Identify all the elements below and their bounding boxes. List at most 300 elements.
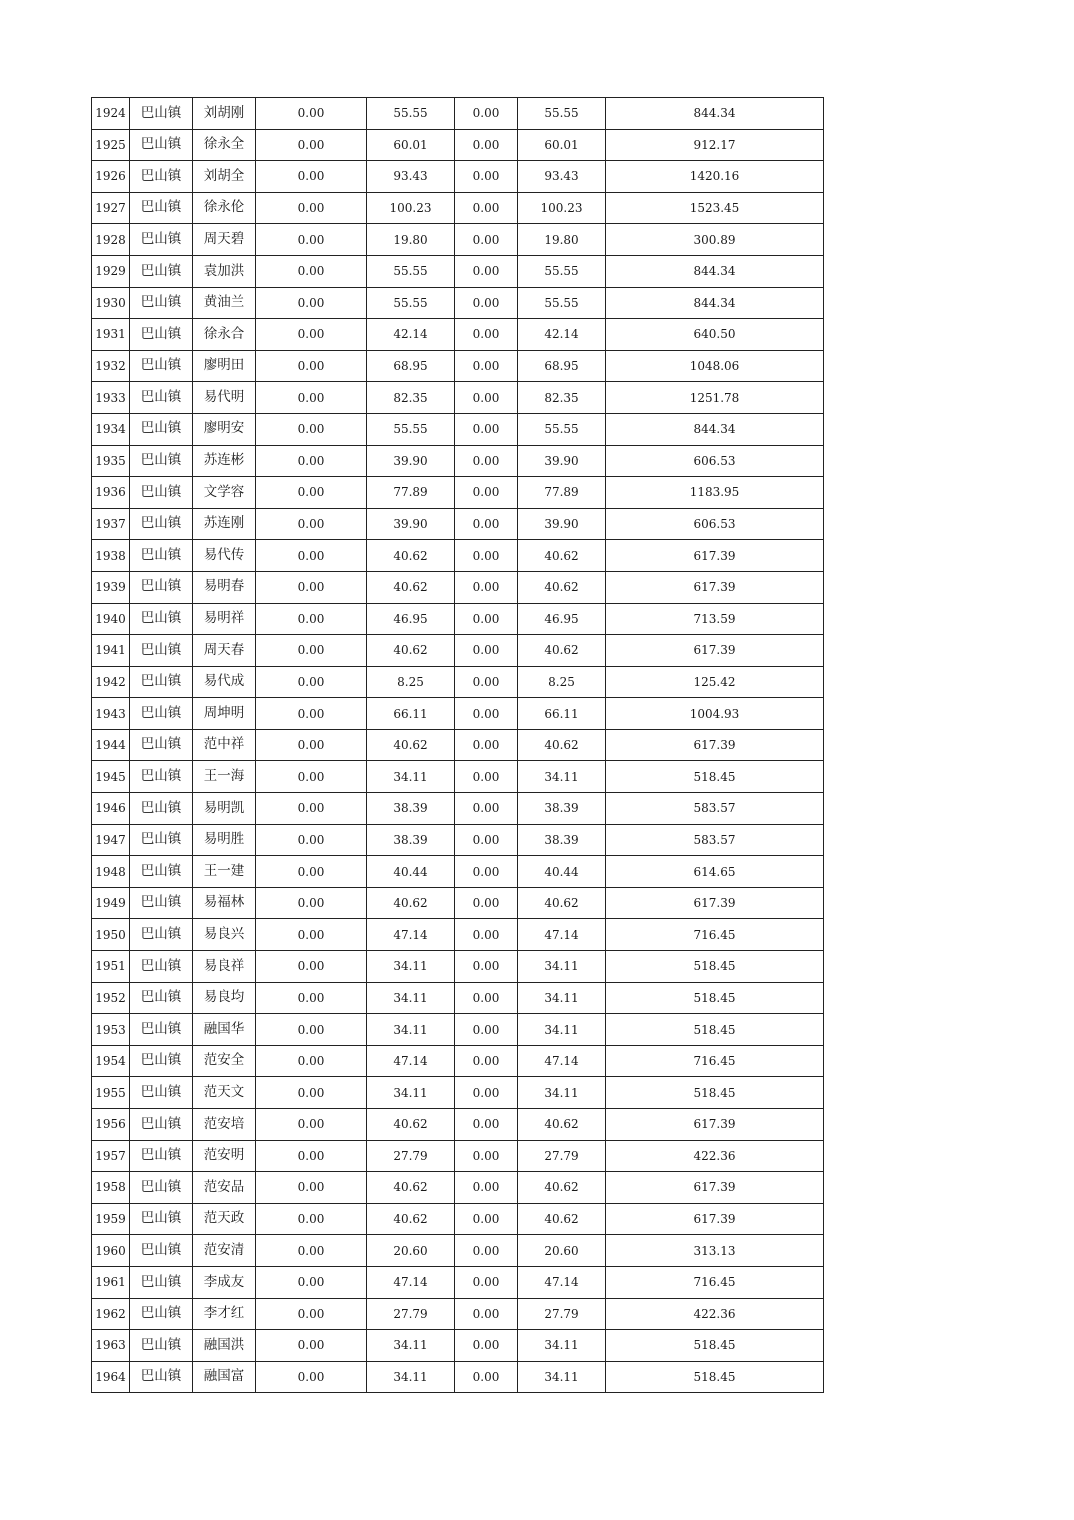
cell-value-b: 40.62 (367, 729, 455, 761)
table-row (92, 571, 824, 603)
cell-row-number: 1956 (92, 1109, 130, 1141)
cell-value-c: 0.00 (455, 413, 518, 445)
cell-town: 巴山镇 (130, 382, 193, 414)
cell-row-number: 1933 (92, 382, 130, 414)
table-row (92, 161, 824, 193)
table-row (92, 382, 824, 414)
cell-name: 范安清 (193, 1235, 256, 1267)
cell-name: 徐永全 (193, 129, 256, 161)
cell-town: 巴山镇 (130, 824, 193, 856)
table-row (92, 1361, 824, 1393)
cell-row-number: 1962 (92, 1298, 130, 1330)
cell-value-d: 55.55 (518, 98, 606, 130)
table-row (92, 1172, 824, 1204)
cell-amount: 716.45 (606, 1266, 824, 1298)
cell-value-a: 0.00 (256, 603, 367, 635)
table-row (92, 603, 824, 635)
cell-value-c: 0.00 (455, 1109, 518, 1141)
cell-value-a: 0.00 (256, 287, 367, 319)
cell-name: 黄油兰 (193, 287, 256, 319)
cell-value-a: 0.00 (256, 1235, 367, 1267)
cell-amount: 1420.16 (606, 161, 824, 193)
table-row (92, 540, 824, 572)
cell-value-b: 100.23 (367, 192, 455, 224)
cell-row-number: 1946 (92, 793, 130, 825)
cell-value-a: 0.00 (256, 982, 367, 1014)
cell-town: 巴山镇 (130, 98, 193, 130)
cell-value-d: 34.11 (518, 761, 606, 793)
cell-row-number: 1943 (92, 698, 130, 730)
cell-value-b: 47.14 (367, 1266, 455, 1298)
cell-value-d: 47.14 (518, 1045, 606, 1077)
cell-amount: 518.45 (606, 1077, 824, 1109)
cell-row-number: 1939 (92, 571, 130, 603)
cell-value-c: 0.00 (455, 1172, 518, 1204)
cell-amount: 617.39 (606, 1203, 824, 1235)
cell-amount: 844.34 (606, 287, 824, 319)
cell-value-a: 0.00 (256, 1203, 367, 1235)
table-row (92, 793, 824, 825)
cell-value-d: 47.14 (518, 1266, 606, 1298)
cell-value-a: 0.00 (256, 635, 367, 667)
cell-value-d: 40.62 (518, 1109, 606, 1141)
table-row (92, 824, 824, 856)
cell-value-c: 0.00 (455, 1266, 518, 1298)
cell-amount: 125.42 (606, 666, 824, 698)
cell-value-a: 0.00 (256, 1172, 367, 1204)
cell-value-d: 40.62 (518, 729, 606, 761)
cell-row-number: 1926 (92, 161, 130, 193)
cell-amount: 583.57 (606, 824, 824, 856)
cell-value-b: 66.11 (367, 698, 455, 730)
cell-name: 王一建 (193, 856, 256, 888)
cell-value-c: 0.00 (455, 445, 518, 477)
cell-value-c: 0.00 (455, 666, 518, 698)
cell-amount: 716.45 (606, 1045, 824, 1077)
cell-value-d: 38.39 (518, 824, 606, 856)
cell-value-a: 0.00 (256, 824, 367, 856)
cell-value-a: 0.00 (256, 255, 367, 287)
table-row (92, 635, 824, 667)
cell-name: 文学容 (193, 477, 256, 509)
cell-value-a: 0.00 (256, 382, 367, 414)
cell-name: 周坤明 (193, 698, 256, 730)
cell-town: 巴山镇 (130, 793, 193, 825)
cell-amount: 617.39 (606, 729, 824, 761)
cell-value-d: 34.11 (518, 1077, 606, 1109)
cell-value-d: 40.62 (518, 635, 606, 667)
cell-row-number: 1927 (92, 192, 130, 224)
cell-value-b: 93.43 (367, 161, 455, 193)
cell-row-number: 1947 (92, 824, 130, 856)
cell-row-number: 1948 (92, 856, 130, 888)
cell-value-b: 34.11 (367, 951, 455, 983)
cell-amount: 518.45 (606, 1361, 824, 1393)
cell-name: 袁加洪 (193, 255, 256, 287)
cell-value-a: 0.00 (256, 1361, 367, 1393)
cell-value-d: 27.79 (518, 1298, 606, 1330)
table-row (92, 508, 824, 540)
cell-value-a: 0.00 (256, 1298, 367, 1330)
cell-value-c: 0.00 (455, 1361, 518, 1393)
cell-row-number: 1932 (92, 350, 130, 382)
cell-amount: 518.45 (606, 1330, 824, 1362)
table-row (92, 729, 824, 761)
cell-name: 范安明 (193, 1140, 256, 1172)
cell-value-a: 0.00 (256, 413, 367, 445)
cell-row-number: 1930 (92, 287, 130, 319)
cell-value-c: 0.00 (455, 603, 518, 635)
cell-value-c: 0.00 (455, 1235, 518, 1267)
cell-value-b: 47.14 (367, 919, 455, 951)
cell-amount: 713.59 (606, 603, 824, 635)
cell-value-b: 34.11 (367, 1361, 455, 1393)
cell-value-d: 93.43 (518, 161, 606, 193)
cell-value-b: 34.11 (367, 1077, 455, 1109)
cell-row-number: 1960 (92, 1235, 130, 1267)
cell-row-number: 1945 (92, 761, 130, 793)
cell-value-a: 0.00 (256, 729, 367, 761)
cell-town: 巴山镇 (130, 287, 193, 319)
cell-town: 巴山镇 (130, 1045, 193, 1077)
cell-value-b: 47.14 (367, 1045, 455, 1077)
cell-row-number: 1949 (92, 887, 130, 919)
cell-value-d: 20.60 (518, 1235, 606, 1267)
cell-amount: 617.39 (606, 635, 824, 667)
cell-town: 巴山镇 (130, 1172, 193, 1204)
cell-amount: 617.39 (606, 1172, 824, 1204)
cell-town: 巴山镇 (130, 161, 193, 193)
cell-name: 范安培 (193, 1109, 256, 1141)
cell-amount: 422.36 (606, 1298, 824, 1330)
cell-name: 易明春 (193, 571, 256, 603)
cell-value-b: 34.11 (367, 982, 455, 1014)
cell-value-a: 0.00 (256, 540, 367, 572)
cell-amount: 1251.78 (606, 382, 824, 414)
cell-town: 巴山镇 (130, 1298, 193, 1330)
cell-row-number: 1934 (92, 413, 130, 445)
cell-town: 巴山镇 (130, 255, 193, 287)
cell-value-b: 39.90 (367, 508, 455, 540)
cell-value-a: 0.00 (256, 571, 367, 603)
cell-value-c: 0.00 (455, 887, 518, 919)
cell-row-number: 1924 (92, 98, 130, 130)
cell-value-c: 0.00 (455, 382, 518, 414)
cell-value-c: 0.00 (455, 1140, 518, 1172)
cell-town: 巴山镇 (130, 919, 193, 951)
cell-name: 王一海 (193, 761, 256, 793)
cell-name: 易良兴 (193, 919, 256, 951)
cell-town: 巴山镇 (130, 129, 193, 161)
cell-value-b: 77.89 (367, 477, 455, 509)
cell-row-number: 1925 (92, 129, 130, 161)
cell-value-a: 0.00 (256, 224, 367, 256)
cell-row-number: 1940 (92, 603, 130, 635)
cell-value-b: 55.55 (367, 287, 455, 319)
cell-value-b: 42.14 (367, 319, 455, 351)
table-row (92, 856, 824, 888)
cell-value-c: 0.00 (455, 1298, 518, 1330)
cell-row-number: 1928 (92, 224, 130, 256)
cell-town: 巴山镇 (130, 413, 193, 445)
cell-town: 巴山镇 (130, 1361, 193, 1393)
cell-value-b: 38.39 (367, 793, 455, 825)
cell-value-b: 82.35 (367, 382, 455, 414)
cell-amount: 518.45 (606, 761, 824, 793)
cell-value-c: 0.00 (455, 161, 518, 193)
cell-value-a: 0.00 (256, 161, 367, 193)
cell-value-d: 100.23 (518, 192, 606, 224)
cell-name: 周天春 (193, 635, 256, 667)
cell-town: 巴山镇 (130, 982, 193, 1014)
cell-row-number: 1954 (92, 1045, 130, 1077)
cell-value-c: 0.00 (455, 919, 518, 951)
table-row (92, 1235, 824, 1267)
cell-name: 李成友 (193, 1266, 256, 1298)
cell-name: 易代成 (193, 666, 256, 698)
table-row (92, 951, 824, 983)
cell-amount: 844.34 (606, 98, 824, 130)
table-row (92, 698, 824, 730)
cell-value-b: 40.62 (367, 571, 455, 603)
cell-name: 廖明田 (193, 350, 256, 382)
cell-amount: 614.65 (606, 856, 824, 888)
cell-name: 苏连刚 (193, 508, 256, 540)
cell-name: 易良祥 (193, 951, 256, 983)
cell-row-number: 1952 (92, 982, 130, 1014)
cell-name: 易福林 (193, 887, 256, 919)
cell-value-c: 0.00 (455, 1203, 518, 1235)
cell-value-c: 0.00 (455, 129, 518, 161)
cell-value-d: 66.11 (518, 698, 606, 730)
cell-town: 巴山镇 (130, 1203, 193, 1235)
cell-value-a: 0.00 (256, 919, 367, 951)
cell-value-c: 0.00 (455, 1045, 518, 1077)
cell-value-d: 40.62 (518, 1172, 606, 1204)
cell-row-number: 1964 (92, 1361, 130, 1393)
cell-name: 徐永合 (193, 319, 256, 351)
cell-value-a: 0.00 (256, 887, 367, 919)
cell-value-a: 0.00 (256, 477, 367, 509)
cell-value-d: 82.35 (518, 382, 606, 414)
cell-value-d: 34.11 (518, 951, 606, 983)
cell-value-a: 0.00 (256, 698, 367, 730)
cell-value-b: 40.44 (367, 856, 455, 888)
cell-row-number: 1929 (92, 255, 130, 287)
cell-amount: 1004.93 (606, 698, 824, 730)
cell-value-d: 42.14 (518, 319, 606, 351)
cell-name: 易明凯 (193, 793, 256, 825)
table-row (92, 982, 824, 1014)
cell-value-c: 0.00 (455, 761, 518, 793)
cell-amount: 1523.45 (606, 192, 824, 224)
cell-value-d: 40.62 (518, 887, 606, 919)
table-row (92, 350, 824, 382)
table-row (92, 477, 824, 509)
cell-row-number: 1958 (92, 1172, 130, 1204)
cell-value-d: 38.39 (518, 793, 606, 825)
table-row (92, 919, 824, 951)
cell-town: 巴山镇 (130, 508, 193, 540)
cell-value-d: 40.62 (518, 540, 606, 572)
cell-row-number: 1941 (92, 635, 130, 667)
cell-value-a: 0.00 (256, 98, 367, 130)
cell-town: 巴山镇 (130, 1330, 193, 1362)
cell-value-b: 55.55 (367, 255, 455, 287)
cell-value-b: 40.62 (367, 887, 455, 919)
cell-name: 范天文 (193, 1077, 256, 1109)
cell-value-c: 0.00 (455, 824, 518, 856)
cell-name: 易明祥 (193, 603, 256, 635)
cell-town: 巴山镇 (130, 635, 193, 667)
cell-amount: 617.39 (606, 887, 824, 919)
cell-value-a: 0.00 (256, 508, 367, 540)
cell-town: 巴山镇 (130, 698, 193, 730)
cell-town: 巴山镇 (130, 350, 193, 382)
cell-value-a: 0.00 (256, 1140, 367, 1172)
cell-value-c: 0.00 (455, 319, 518, 351)
cell-town: 巴山镇 (130, 761, 193, 793)
cell-value-d: 46.95 (518, 603, 606, 635)
cell-row-number: 1938 (92, 540, 130, 572)
cell-value-b: 19.80 (367, 224, 455, 256)
cell-amount: 1048.06 (606, 350, 824, 382)
cell-value-b: 40.62 (367, 635, 455, 667)
cell-town: 巴山镇 (130, 445, 193, 477)
cell-row-number: 1963 (92, 1330, 130, 1362)
table-row (92, 1298, 824, 1330)
cell-value-a: 0.00 (256, 951, 367, 983)
cell-value-d: 19.80 (518, 224, 606, 256)
table-row (92, 255, 824, 287)
cell-value-c: 0.00 (455, 571, 518, 603)
table-row (92, 1077, 824, 1109)
cell-town: 巴山镇 (130, 319, 193, 351)
cell-value-a: 0.00 (256, 129, 367, 161)
table-row (92, 287, 824, 319)
cell-value-a: 0.00 (256, 856, 367, 888)
cell-value-c: 0.00 (455, 982, 518, 1014)
cell-value-b: 27.79 (367, 1140, 455, 1172)
table-row (92, 666, 824, 698)
cell-value-a: 0.00 (256, 1266, 367, 1298)
table-row (92, 1109, 824, 1141)
cell-town: 巴山镇 (130, 1109, 193, 1141)
cell-value-c: 0.00 (455, 856, 518, 888)
cell-value-d: 27.79 (518, 1140, 606, 1172)
cell-name: 融国华 (193, 1014, 256, 1046)
cell-value-c: 0.00 (455, 1014, 518, 1046)
cell-value-c: 0.00 (455, 951, 518, 983)
cell-value-a: 0.00 (256, 319, 367, 351)
cell-value-b: 20.60 (367, 1235, 455, 1267)
cell-town: 巴山镇 (130, 603, 193, 635)
cell-value-b: 40.62 (367, 1109, 455, 1141)
cell-value-b: 34.11 (367, 1014, 455, 1046)
cell-value-c: 0.00 (455, 1077, 518, 1109)
table-row (92, 413, 824, 445)
cell-name: 李才红 (193, 1298, 256, 1330)
table-row (92, 224, 824, 256)
cell-value-c: 0.00 (455, 508, 518, 540)
cell-value-b: 55.55 (367, 413, 455, 445)
cell-value-a: 0.00 (256, 793, 367, 825)
table-row (92, 1203, 824, 1235)
cell-name: 范安品 (193, 1172, 256, 1204)
cell-value-b: 38.39 (367, 824, 455, 856)
table-row (92, 761, 824, 793)
cell-value-d: 55.55 (518, 255, 606, 287)
cell-value-d: 40.44 (518, 856, 606, 888)
cell-value-d: 60.01 (518, 129, 606, 161)
cell-town: 巴山镇 (130, 571, 193, 603)
cell-value-d: 47.14 (518, 919, 606, 951)
cell-value-d: 55.55 (518, 413, 606, 445)
cell-town: 巴山镇 (130, 540, 193, 572)
cell-row-number: 1959 (92, 1203, 130, 1235)
cell-amount: 716.45 (606, 919, 824, 951)
cell-row-number: 1936 (92, 477, 130, 509)
table-row (92, 192, 824, 224)
cell-amount: 844.34 (606, 255, 824, 287)
cell-amount: 912.17 (606, 129, 824, 161)
cell-amount: 617.39 (606, 1109, 824, 1141)
cell-row-number: 1937 (92, 508, 130, 540)
cell-value-a: 0.00 (256, 1045, 367, 1077)
cell-value-d: 34.11 (518, 1330, 606, 1362)
cell-amount: 1183.95 (606, 477, 824, 509)
cell-row-number: 1931 (92, 319, 130, 351)
cell-name: 刘胡刚 (193, 98, 256, 130)
cell-value-c: 0.00 (455, 192, 518, 224)
cell-value-a: 0.00 (256, 666, 367, 698)
cell-row-number: 1953 (92, 1014, 130, 1046)
cell-value-a: 0.00 (256, 1014, 367, 1046)
cell-town: 巴山镇 (130, 1077, 193, 1109)
cell-amount: 518.45 (606, 951, 824, 983)
cell-value-b: 34.11 (367, 1330, 455, 1362)
cell-name: 易代传 (193, 540, 256, 572)
cell-town: 巴山镇 (130, 192, 193, 224)
cell-value-b: 34.11 (367, 761, 455, 793)
cell-amount: 606.53 (606, 445, 824, 477)
cell-amount: 583.57 (606, 793, 824, 825)
cell-value-a: 0.00 (256, 192, 367, 224)
data-table (91, 97, 824, 1393)
cell-value-a: 0.00 (256, 350, 367, 382)
cell-town: 巴山镇 (130, 1266, 193, 1298)
table-row (92, 129, 824, 161)
cell-town: 巴山镇 (130, 477, 193, 509)
cell-value-b: 8.25 (367, 666, 455, 698)
cell-amount: 313.13 (606, 1235, 824, 1267)
cell-value-c: 0.00 (455, 1330, 518, 1362)
cell-name: 范中祥 (193, 729, 256, 761)
cell-value-a: 0.00 (256, 1109, 367, 1141)
cell-name: 范安全 (193, 1045, 256, 1077)
cell-value-d: 55.55 (518, 287, 606, 319)
cell-amount: 617.39 (606, 571, 824, 603)
table-row (92, 1014, 824, 1046)
cell-row-number: 1935 (92, 445, 130, 477)
cell-amount: 422.36 (606, 1140, 824, 1172)
table-row (92, 1330, 824, 1362)
cell-town: 巴山镇 (130, 729, 193, 761)
cell-value-b: 27.79 (367, 1298, 455, 1330)
cell-value-c: 0.00 (455, 698, 518, 730)
cell-value-b: 40.62 (367, 1203, 455, 1235)
cell-value-c: 0.00 (455, 729, 518, 761)
